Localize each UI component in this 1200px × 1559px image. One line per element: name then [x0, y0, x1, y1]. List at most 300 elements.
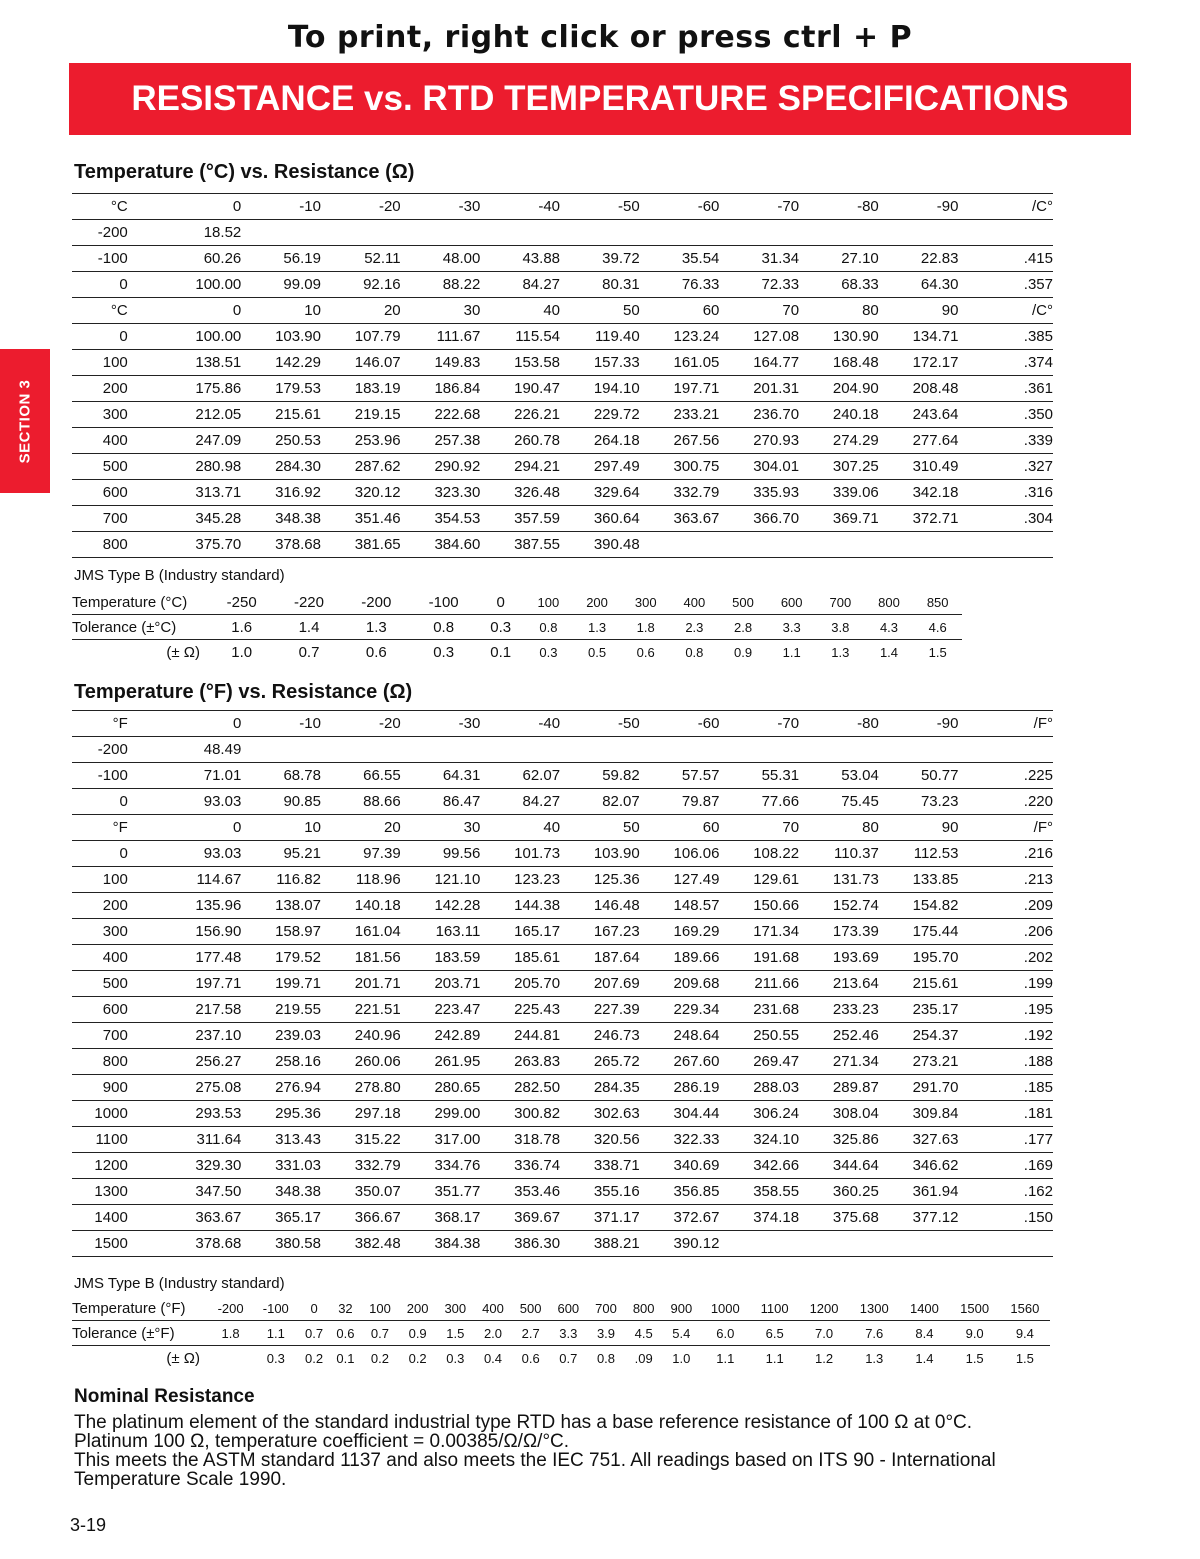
table-cell: 97.39 [321, 841, 401, 867]
table-cell: 88.22 [401, 272, 481, 298]
table-row [72, 194, 1053, 220]
table-cell: 76.33 [640, 272, 720, 298]
tolerance-cell: 3.3 [549, 1321, 587, 1346]
table-cell: 35.54 [640, 246, 720, 272]
tolerance-cell: 0.6 [365, 643, 387, 661]
tolerance-cell: 1.4 [915, 1350, 934, 1366]
table-cell: 27.10 [799, 246, 879, 272]
fahrenheit-jms-label: JMS Type B (Industry standard) [74, 1275, 285, 1292]
tolerance-cell: 300 [436, 1296, 474, 1321]
row-label-cell: 800 [72, 532, 140, 558]
tolerance-cell: 2.3 [670, 615, 719, 640]
table-cell: 197.71 [640, 376, 720, 402]
row-label-cell: °C [72, 194, 140, 220]
table-cell: 208.48 [879, 376, 959, 402]
tolerance-cell: 9.0 [950, 1321, 1000, 1346]
table-row [72, 1075, 1053, 1101]
table-cell [879, 220, 959, 246]
tolerance-cell: 1.3 [573, 615, 622, 640]
table-cell: 121.10 [401, 867, 481, 893]
table-cell: 93.03 [140, 789, 242, 815]
tolerance-cell: 100 [361, 1296, 399, 1321]
table-cell: 48.49 [140, 737, 242, 763]
row-label-cell: 400 [72, 945, 140, 971]
table-cell: 374.18 [719, 1205, 799, 1231]
table-cell: 357.59 [480, 506, 560, 532]
tolerance-cell: 0.7 [298, 1321, 329, 1346]
table-cell: 183.59 [401, 945, 481, 971]
table-cell: 325.86 [799, 1127, 879, 1153]
table-cell: .169 [958, 1153, 1053, 1179]
tolerance-row-label: Temperature (°C) [72, 590, 208, 615]
tolerance-cell: 2.0 [474, 1321, 512, 1346]
section-tab-label: SECTION 3 [16, 379, 34, 463]
table-cell: 111.67 [401, 324, 481, 350]
row-label-cell: 1200 [72, 1153, 140, 1179]
table-row [72, 532, 1053, 558]
tolerance-cell: 1.4 [275, 615, 342, 640]
table-cell: 240.18 [799, 402, 879, 428]
row-label-cell: 1000 [72, 1101, 140, 1127]
table-cell [321, 220, 401, 246]
tolerance-cell: 3.3 [767, 615, 816, 640]
table-cell [401, 737, 481, 763]
table-row [72, 246, 1053, 272]
table-cell: 195.70 [879, 945, 959, 971]
table-cell: 390.12 [640, 1231, 720, 1257]
table-cell: 369.71 [799, 506, 879, 532]
table-cell: 52.11 [321, 246, 401, 272]
row-label-cell: 800 [72, 1049, 140, 1075]
tolerance-cell: 0.3 [446, 1350, 465, 1366]
row-label-cell: 200 [72, 893, 140, 919]
table-cell [958, 1231, 1053, 1257]
table-cell: -30 [401, 711, 481, 737]
table-cell: 40 [480, 815, 560, 841]
row-label-cell: 1400 [72, 1205, 140, 1231]
table-cell: 348.38 [241, 1179, 321, 1205]
table-cell [799, 532, 879, 558]
table-cell: 274.29 [799, 428, 879, 454]
section-tab [0, 349, 50, 493]
tolerance-cell: 1.1 [716, 1350, 735, 1366]
table-cell: 252.46 [799, 1023, 879, 1049]
table-cell: 108.22 [719, 841, 799, 867]
fahrenheit-tolerance-table [72, 1296, 1050, 1370]
table-cell: 99.56 [401, 841, 481, 867]
table-cell: 50 [560, 298, 640, 324]
tolerance-cell: 0.6 [521, 1350, 540, 1366]
tolerance-temp-row [72, 590, 962, 615]
celsius-table-title: Temperature (°C) vs. Resistance (Ω) [74, 161, 415, 183]
table-cell: 167.23 [560, 919, 640, 945]
table-cell: 194.10 [560, 376, 640, 402]
table-cell: 315.22 [321, 1127, 401, 1153]
table-cell: 297.18 [321, 1101, 401, 1127]
table-cell: .213 [958, 867, 1053, 893]
table-cell: 181.56 [321, 945, 401, 971]
table-cell: 154.82 [879, 893, 959, 919]
table-cell: 142.29 [241, 350, 321, 376]
table-row [72, 298, 1053, 324]
table-cell: 287.62 [321, 454, 401, 480]
tolerance-cell: 6.0 [700, 1321, 750, 1346]
table-cell: 164.77 [719, 350, 799, 376]
table-cell: 320.56 [560, 1127, 640, 1153]
tolerance-ohm-row [72, 1346, 1050, 1371]
table-cell: 189.66 [640, 945, 720, 971]
table-cell: 360.25 [799, 1179, 879, 1205]
table-cell: 68.78 [241, 763, 321, 789]
tolerance-cell: 1.5 [1015, 1350, 1034, 1366]
nominal-resistance-text [74, 1413, 1074, 1489]
table-cell: 88.66 [321, 789, 401, 815]
table-row [72, 815, 1053, 841]
table-cell: 282.50 [480, 1075, 560, 1101]
tolerance-cell: 1.0 [231, 643, 253, 661]
tolerance-cell: 6.5 [750, 1321, 799, 1346]
table-cell: .225 [958, 763, 1053, 789]
table-cell: 233.21 [640, 402, 720, 428]
tolerance-cell: 400 [670, 590, 719, 615]
table-row [72, 506, 1053, 532]
tolerance-cell: 1.5 [928, 644, 947, 660]
table-cell: 250.53 [241, 428, 321, 454]
table-cell: 50 [560, 815, 640, 841]
table-cell: 163.11 [401, 919, 481, 945]
table-cell: 40 [480, 298, 560, 324]
table-cell: 271.34 [799, 1049, 879, 1075]
row-label-cell: 1100 [72, 1127, 140, 1153]
tolerance-cell: 1100 [750, 1296, 799, 1321]
table-row [72, 997, 1053, 1023]
table-cell: .199 [958, 971, 1053, 997]
table-cell [401, 220, 481, 246]
table-cell: 80 [799, 298, 879, 324]
table-cell: .361 [958, 376, 1053, 402]
table-cell: 304.44 [640, 1101, 720, 1127]
table-cell: 332.79 [321, 1153, 401, 1179]
table-cell: 369.67 [480, 1205, 560, 1231]
tolerance-cell: 0.2 [305, 1350, 324, 1366]
table-cell: 304.01 [719, 454, 799, 480]
table-cell [799, 737, 879, 763]
table-cell: -90 [879, 194, 959, 220]
tolerance-cell: 900 [663, 1296, 701, 1321]
table-cell: 146.07 [321, 350, 401, 376]
table-cell: 246.73 [560, 1023, 640, 1049]
table-cell: 331.03 [241, 1153, 321, 1179]
tolerance-cell: -200 [208, 1296, 253, 1321]
tolerance-cell: 0.6 [330, 1321, 361, 1346]
table-cell: 92.16 [321, 272, 401, 298]
table-cell: 233.23 [799, 997, 879, 1023]
table-cell: 258.16 [241, 1049, 321, 1075]
tolerance-cell: 0.4 [483, 1350, 503, 1366]
tolerance-cell: 0.2 [370, 1350, 389, 1366]
table-cell: 79.87 [640, 789, 720, 815]
tolerance-cell: 1.3 [831, 644, 850, 660]
tolerance-row-label: Tolerance (±°C) [72, 615, 208, 640]
table-cell: 257.38 [401, 428, 481, 454]
tolerance-cell: 1.8 [208, 1321, 253, 1346]
table-cell: 135.96 [140, 893, 242, 919]
row-label-cell: 1300 [72, 1179, 140, 1205]
tolerance-cell: 0.7 [298, 643, 320, 661]
table-cell: 66.55 [321, 763, 401, 789]
table-cell: 30 [401, 298, 481, 324]
table-cell: 280.65 [401, 1075, 481, 1101]
table-cell: 254.37 [879, 1023, 959, 1049]
table-cell: 127.49 [640, 867, 720, 893]
table-cell: 375.70 [140, 532, 242, 558]
table-cell: 59.82 [560, 763, 640, 789]
tolerance-cell: 300 [621, 590, 670, 615]
table-cell: 339.06 [799, 480, 879, 506]
table-cell: 361.94 [879, 1179, 959, 1205]
table-row [72, 324, 1053, 350]
table-cell: 371.17 [560, 1205, 640, 1231]
tolerance-cell: 0.7 [361, 1321, 399, 1346]
table-cell: 93.03 [140, 841, 242, 867]
row-label-cell: 300 [72, 402, 140, 428]
tolerance-cell: -220 [275, 590, 342, 615]
table-cell: 55.31 [719, 763, 799, 789]
row-label-cell: -100 [72, 763, 140, 789]
tolerance-cell: 3.9 [587, 1321, 625, 1346]
table-cell: 229.34 [640, 997, 720, 1023]
table-cell: 0 [140, 298, 242, 324]
table-cell: 133.85 [879, 867, 959, 893]
table-cell: 368.17 [401, 1205, 481, 1231]
table-cell: 134.71 [879, 324, 959, 350]
table-row [72, 480, 1053, 506]
table-cell: -90 [879, 711, 959, 737]
nominal-line: Platinum 100 Ω, temperature coefficient = 0.00385/Ω/Ω/°C. [74, 1431, 570, 1452]
table-cell [480, 737, 560, 763]
table-cell: 50.77 [879, 763, 959, 789]
table-cell: 43.88 [480, 246, 560, 272]
table-row [72, 454, 1053, 480]
table-row [72, 971, 1053, 997]
table-cell: 313.71 [140, 480, 242, 506]
table-cell: 115.54 [480, 324, 560, 350]
table-row [72, 1101, 1053, 1127]
tolerance-cell: 3.8 [816, 615, 865, 640]
table-cell: 242.89 [401, 1023, 481, 1049]
table-cell: 297.49 [560, 454, 640, 480]
table-cell: 358.55 [719, 1179, 799, 1205]
tolerance-cell: 850 [913, 590, 962, 615]
tolerance-cell: 7.0 [799, 1321, 849, 1346]
table-row [72, 1023, 1053, 1049]
row-label-cell: 500 [72, 971, 140, 997]
table-cell [480, 220, 560, 246]
table-cell: 60 [640, 298, 720, 324]
table-cell: 248.64 [640, 1023, 720, 1049]
table-cell: 197.71 [140, 971, 242, 997]
table-cell: 0 [140, 194, 242, 220]
table-cell [241, 220, 321, 246]
table-cell: 100.00 [140, 324, 242, 350]
table-cell: 291.70 [879, 1075, 959, 1101]
tolerance-cell: 0.3 [433, 643, 455, 661]
tolerance-cell: 8.4 [899, 1321, 949, 1346]
tolerance-cell: 0.1 [490, 643, 512, 661]
table-cell: 48.00 [401, 246, 481, 272]
table-cell: 215.61 [879, 971, 959, 997]
table-cell: 286.19 [640, 1075, 720, 1101]
table-cell: 152.74 [799, 893, 879, 919]
table-cell: 347.50 [140, 1179, 242, 1205]
table-cell: 149.83 [401, 350, 481, 376]
tolerance-cell: 0.9 [399, 1321, 437, 1346]
table-cell: 138.07 [241, 893, 321, 919]
table-row [72, 272, 1053, 298]
table-cell: 329.30 [140, 1153, 242, 1179]
table-row [72, 1127, 1053, 1153]
table-cell: 353.46 [480, 1179, 560, 1205]
table-cell: .181 [958, 1101, 1053, 1127]
tolerance-cell: 1560 [1000, 1296, 1050, 1321]
table-cell [879, 532, 959, 558]
table-cell: 39.72 [560, 246, 640, 272]
table-cell: 261.95 [401, 1049, 481, 1075]
table-cell: 310.49 [879, 454, 959, 480]
page-banner [69, 63, 1131, 135]
row-label-cell: 600 [72, 480, 140, 506]
row-label-cell: 1500 [72, 1231, 140, 1257]
table-cell: -50 [560, 711, 640, 737]
page-number: 3-19 [70, 1515, 107, 1535]
table-row [72, 376, 1053, 402]
table-cell: 31.34 [719, 246, 799, 272]
nominal-line: The platinum element of the standard industrial type RTD has a base reference resistance of 100 Ω at 0°C. [74, 1412, 973, 1433]
tolerance-cell: 100 [524, 590, 573, 615]
tolerance-cell: 4.3 [865, 615, 914, 640]
table-cell: -80 [799, 711, 879, 737]
table-row [72, 763, 1053, 789]
table-cell: 213.64 [799, 971, 879, 997]
nominal-resistance-heading: Nominal Resistance [74, 1386, 255, 1407]
table-cell: -60 [640, 194, 720, 220]
table-row [72, 1179, 1053, 1205]
table-cell: 378.68 [140, 1231, 242, 1257]
tolerance-cell: 0.8 [524, 615, 573, 640]
table-cell: -60 [640, 711, 720, 737]
table-cell: .357 [958, 272, 1053, 298]
table-cell [640, 532, 720, 558]
table-cell: 356.85 [640, 1179, 720, 1205]
table-cell: 311.64 [140, 1127, 242, 1153]
table-row [72, 737, 1053, 763]
table-cell: -10 [241, 711, 321, 737]
row-label-cell: 400 [72, 428, 140, 454]
table-cell: 18.52 [140, 220, 242, 246]
table-cell: 239.03 [241, 1023, 321, 1049]
table-cell: 123.24 [640, 324, 720, 350]
table-cell [640, 220, 720, 246]
table-cell: 185.61 [480, 945, 560, 971]
table-cell: 90 [879, 298, 959, 324]
table-cell: 354.53 [401, 506, 481, 532]
table-cell: .316 [958, 480, 1053, 506]
table-cell: 175.86 [140, 376, 242, 402]
tolerance-row-label: (± Ω) [166, 643, 200, 661]
table-cell: -10 [241, 194, 321, 220]
table-cell: 175.44 [879, 919, 959, 945]
table-cell: 346.62 [879, 1153, 959, 1179]
table-cell: 116.82 [241, 867, 321, 893]
table-cell: 64.31 [401, 763, 481, 789]
table-cell: 148.57 [640, 893, 720, 919]
table-cell: 284.30 [241, 454, 321, 480]
table-cell: 294.21 [480, 454, 560, 480]
row-label-cell: 300 [72, 919, 140, 945]
table-cell: 100.00 [140, 272, 242, 298]
table-cell: /C° [958, 298, 1053, 324]
row-label-cell: 0 [72, 841, 140, 867]
tolerance-cell: 500 [512, 1296, 550, 1321]
table-cell: .206 [958, 919, 1053, 945]
tolerance-cell: -200 [343, 590, 410, 615]
table-cell: 332.79 [640, 480, 720, 506]
table-cell: -30 [401, 194, 481, 220]
tolerance-cell: 0.6 [636, 644, 655, 660]
table-cell: 342.66 [719, 1153, 799, 1179]
table-cell: 219.15 [321, 402, 401, 428]
table-cell: 302.63 [560, 1101, 640, 1127]
table-cell: 275.08 [140, 1075, 242, 1101]
table-cell: 307.25 [799, 454, 879, 480]
table-cell: /C° [958, 194, 1053, 220]
table-cell: 209.68 [640, 971, 720, 997]
table-cell: 64.30 [879, 272, 959, 298]
table-cell: 173.39 [799, 919, 879, 945]
nominal-line: This meets the ASTM standard 1137 and also meets the IEC 751. All readings based on ITS 90 - International Temperature Scale 1990. [74, 1450, 996, 1490]
table-cell: 366.70 [719, 506, 799, 532]
table-cell: 201.31 [719, 376, 799, 402]
table-cell: 309.84 [879, 1101, 959, 1127]
table-cell: 229.72 [560, 402, 640, 428]
table-cell: 244.81 [480, 1023, 560, 1049]
row-label-cell: 700 [72, 1023, 140, 1049]
tolerance-cell: 1.1 [253, 1321, 298, 1346]
tolerance-deg-row [72, 1321, 1050, 1346]
tolerance-cell: 1500 [950, 1296, 1000, 1321]
tolerance-cell: 0.7 [559, 1350, 578, 1366]
table-cell: -70 [719, 194, 799, 220]
tolerance-cell: 200 [399, 1296, 437, 1321]
row-label-cell: °F [72, 711, 140, 737]
row-label-cell: °C [72, 298, 140, 324]
tolerance-cell: 0.9 [733, 644, 753, 660]
row-label-cell: -200 [72, 220, 140, 246]
table-cell: -20 [321, 194, 401, 220]
table-cell: 187.64 [560, 945, 640, 971]
table-cell: 212.05 [140, 402, 242, 428]
table-cell: 70 [719, 298, 799, 324]
table-cell: 384.60 [401, 532, 481, 558]
table-cell: 215.61 [241, 402, 321, 428]
table-cell: 190.47 [480, 376, 560, 402]
table-cell: 165.17 [480, 919, 560, 945]
table-cell: 95.21 [241, 841, 321, 867]
banner-title: RESISTANCE vs. RTD TEMPERATURE SPECIFICATIONS [131, 79, 1069, 118]
table-cell: 211.66 [719, 971, 799, 997]
table-cell: /F° [958, 711, 1053, 737]
table-cell: 99.09 [241, 272, 321, 298]
